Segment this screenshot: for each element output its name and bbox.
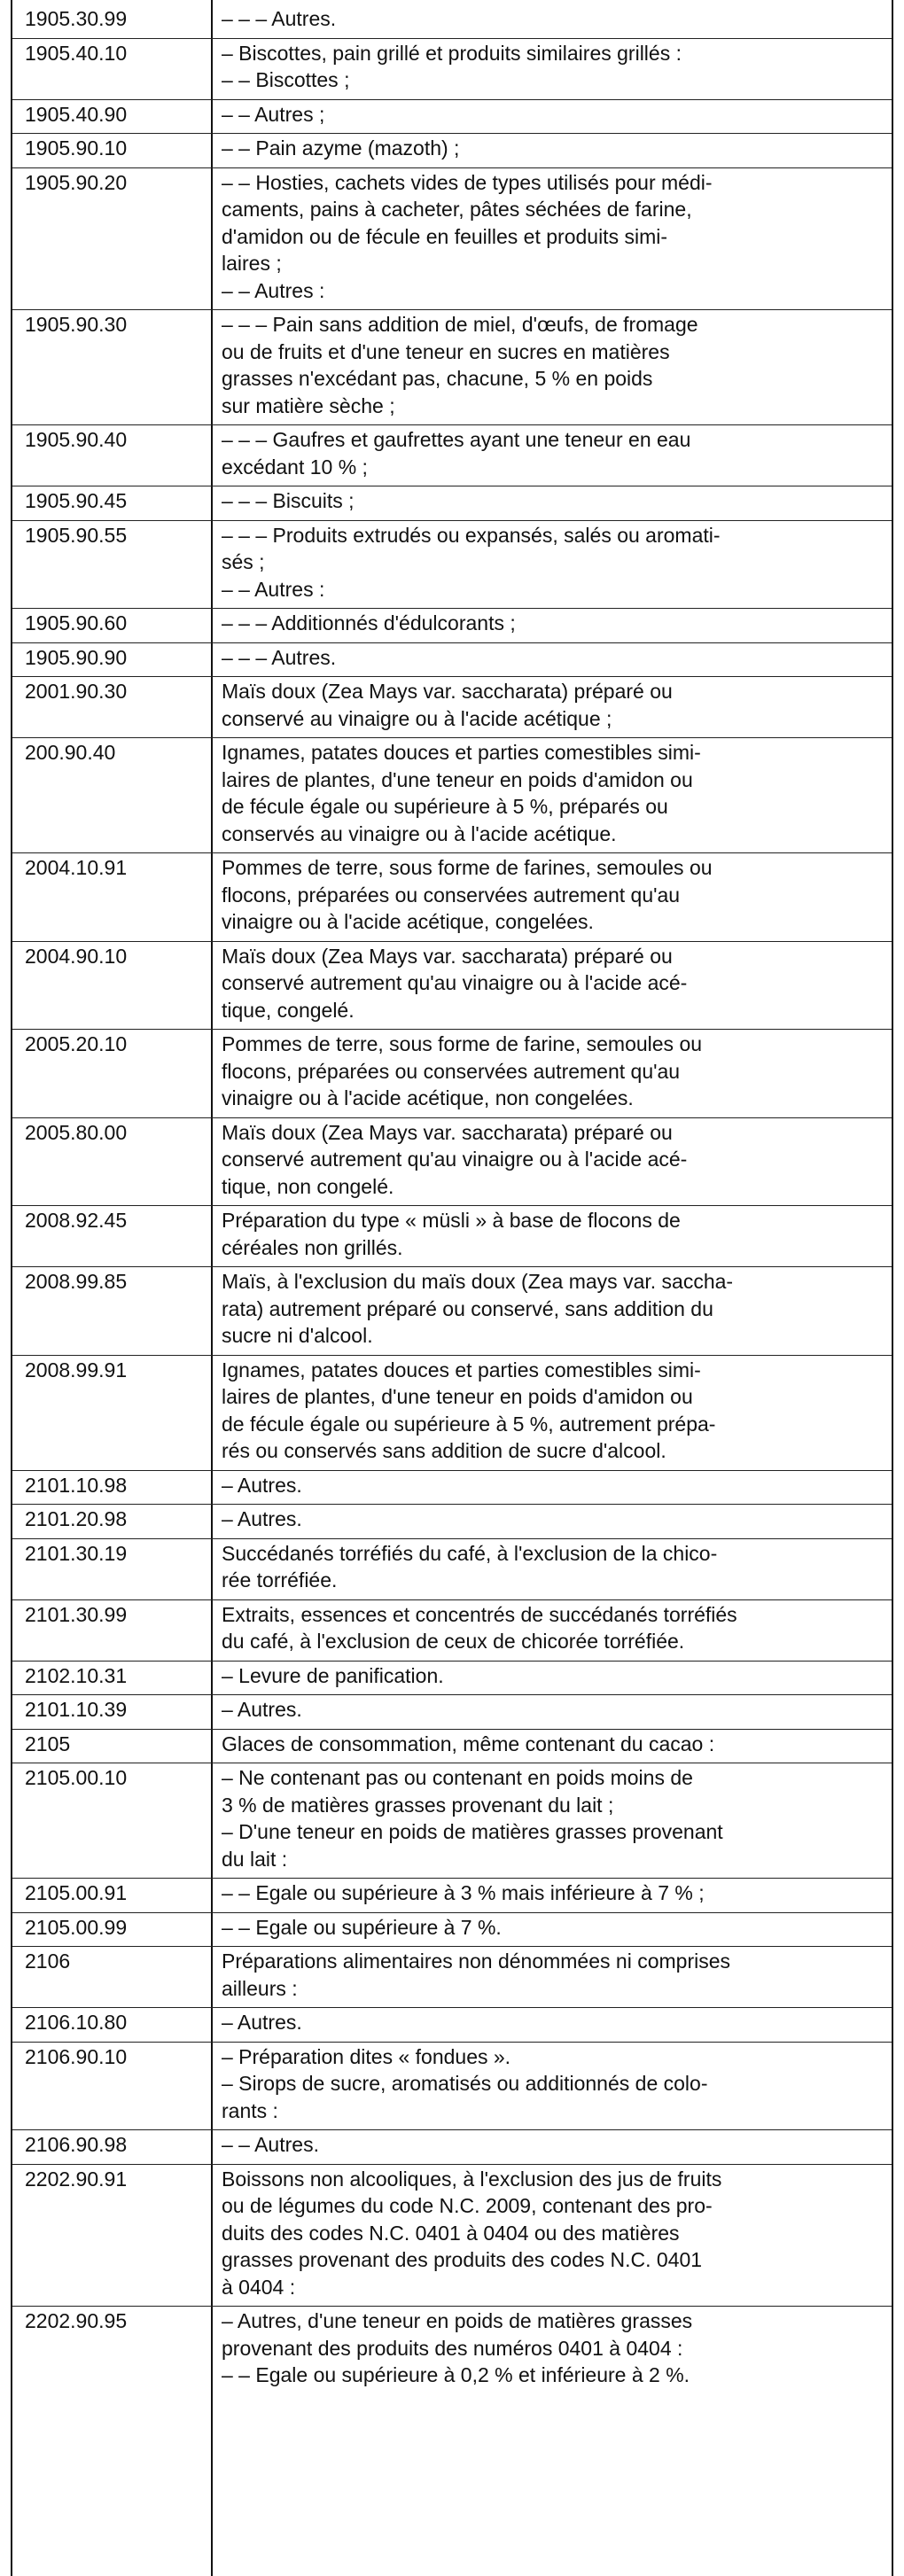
table-row [12,2306,892,2394]
table-row [12,1694,892,1730]
tariff-code: 2102.10.31 [25,1663,128,1687]
tariff-code: 2005.20.10 [25,1032,128,1055]
tariff-code: 2101.10.39 [25,1698,128,1721]
description-line: sucre ni d'alcool. [222,1324,373,1347]
description-line: – – Autres : [222,278,325,302]
table-row [12,1538,892,1600]
description-line: ou de légumes du code N.C. 2009, contenant des pro- [222,2194,713,2217]
description-line: Préparation du type « müsli » à base de flocons de [222,1209,681,1232]
tariff-code: 1905.90.40 [25,428,128,451]
table-row [12,4,892,39]
tariff-code: 2202.90.91 [25,2167,128,2191]
table-row [12,941,892,1031]
description-line: rés ou conservés sans addition de sucre d'alcool. [222,1439,666,1462]
table-row [12,1117,892,1207]
tariff-code: 200.90.40 [25,741,116,764]
table-row [12,2007,892,2043]
table-row [12,1878,892,1913]
description-line: – – – Autres. [222,645,337,669]
description-line: rée torréfiée. [222,1568,338,1592]
description-line: – – Pain azyme (mazoth) ; [222,136,460,160]
description-line: duits des codes N.C. 0401 à 0404 ou des matières [222,2221,680,2245]
tariff-code: 2101.10.98 [25,1473,128,1497]
tariff-code: 2008.99.91 [25,1358,128,1381]
description-line: céréales non grillés. [222,1235,403,1259]
tariff-code: 2105.00.99 [25,1915,128,1939]
description-line: laires de plantes, d'une teneur en poids d'amidon ou [222,767,693,791]
description-line: – – – Biscuits ; [222,489,355,512]
description-line: Préparations alimentaires non dénommées ni comprises [222,1950,731,1973]
tariff-code: 1905.90.20 [25,170,128,194]
table-row [12,1029,892,1118]
description-line: – – Egale ou supérieure à 3 % mais inférieure à 7 % ; [222,1881,705,1904]
table-row [12,1205,892,1267]
table-row [12,1599,892,1662]
description-line: laires ; [222,252,282,275]
description-line: – Préparation dites « fondues ». [222,2044,511,2068]
description-line: Pommes de terre, sous forme de farine, semoules ou [222,1032,703,1055]
table-row [12,1763,892,1879]
description-line: vinaigre ou à l'acide acétique, congelées. [222,910,594,933]
description-line: – – Biscottes ; [222,68,350,91]
tariff-code: 2008.99.85 [25,1270,128,1293]
description-line: d'amidon ou de fécule en feuilles et produits simi- [222,224,668,248]
tariff-table [11,0,893,2576]
description-line: Maïs doux (Zea Mays var. saccharata) préparé ou [222,944,673,968]
description-line: sés ; [222,550,265,573]
tariff-code: 2005.80.00 [25,1120,128,1144]
description-line: grasses provenant des produits des codes N.C. 0401 [222,2248,703,2271]
description-line: grasses n'excédant pas, chacune, 5 % en poids [222,367,653,390]
description-line: – – – Autres. [222,7,337,30]
description-line: – – Egale ou supérieure à 7 %. [222,1915,502,1939]
description-line: – Levure de panification. [222,1663,444,1687]
table-row [12,309,892,425]
description-line: conservé autrement qu'au vinaigre ou à l'acide acé- [222,971,688,994]
tariff-code: 2106.90.98 [25,2133,128,2156]
table-row [12,424,892,486]
description-line: – – – Produits extrudés ou expansés, salés ou aromati- [222,523,721,547]
tariff-code: 1905.90.45 [25,489,128,512]
table-row [12,486,892,521]
description-line: provenant des produits des numéros 0401 à 0404 : [222,2336,683,2360]
description-line: – – Autres. [222,2133,319,2156]
description-line: – – Autres : [222,577,325,601]
table-row [12,1504,892,1539]
tariff-code: 2106.90.10 [25,2044,128,2068]
description-line: – – – Gaufres et gaufrettes ayant une teneur en eau [222,428,691,451]
description-line: – Biscottes, pain grillé et produits similaires grillés : [222,41,682,65]
description-line: flocons, préparées ou conservées autrement qu'au [222,1059,681,1083]
tariff-code: 2001.90.30 [25,680,128,703]
table-row [12,2129,892,2165]
description-line: du café, à l'exclusion de ceux de chicorée torréfiée. [222,1630,685,1653]
description-line: – Autres. [222,1507,302,1530]
description-line: – – Egale ou supérieure à 0,2 % et inférieure à 2 %. [222,2363,690,2386]
description-line: rata) autrement préparé ou conservé, sans addition du [222,1296,713,1320]
tariff-code: 1905.90.30 [25,313,128,336]
description-line: caments, pains à cacheter, pâtes séchées de farine, [222,198,692,221]
description-line: Extraits, essences et concentrés de succédanés torréfiés [222,1602,737,1626]
description-line: – Sirops de sucre, aromatisés ou additionnés de colo- [222,2072,708,2095]
tariff-code: 2105.00.91 [25,1881,128,1904]
description-line: – – – Additionnés d'édulcorants ; [222,611,516,634]
description-line: de fécule égale ou supérieure à 5 %, préparés ou [222,795,668,818]
table-row [12,2042,892,2131]
tariff-code: 1905.40.10 [25,41,128,65]
description-line: – – Autres ; [222,102,325,126]
tariff-code: 2106 [25,1950,71,1973]
tariff-code: 2101.30.19 [25,1541,128,1565]
description-line: vinaigre ou à l'acide acétique, non congelées. [222,1086,634,1109]
description-line: Glaces de consommation, même contenant du cacao : [222,1732,715,1755]
description-line: tique, non congelé. [222,1174,394,1198]
tariff-code: 2101.20.98 [25,1507,128,1530]
description-line: sur matière sèche ; [222,393,395,417]
description-line: 3 % de matières grasses provenant du lait ; [222,1793,614,1817]
description-line: Pommes de terre, sous forme de farines, semoules ou [222,856,713,879]
tariff-code: 2105 [25,1732,71,1755]
tariff-code: 2008.92.45 [25,1209,128,1232]
description-line: ou de fruits et d'une teneur en sucres en matières [222,339,670,363]
tariff-code: 2004.90.10 [25,944,128,968]
description-line: conservés au vinaigre ou à l'acide acétique. [222,821,617,845]
table-row [12,1355,892,1471]
description-line: Ignames, patates douces et parties comestibles simi- [222,741,701,764]
description-line: – Autres. [222,1698,302,1721]
description-line: laires de plantes, d'une teneur en poids d'amidon ou [222,1385,693,1408]
table-row [12,1661,892,1696]
table-row [12,167,892,311]
tariff-code: 1905.30.99 [25,7,128,30]
table-row [12,608,892,643]
description-line: flocons, préparées ou conservées autrement qu'au [222,883,681,907]
description-line: – – Hosties, cachets vides de types utilisés pour médi- [222,170,713,194]
table-row [12,133,892,168]
table-row [12,642,892,678]
table-row [12,1912,892,1948]
description-line: du lait : [222,1847,288,1871]
description-line: Maïs doux (Zea Mays var. saccharata) préparé ou [222,680,673,703]
tariff-code: 2105.00.10 [25,1766,128,1789]
tariff-code: 2101.30.99 [25,1602,128,1626]
description-line: ailleurs : [222,1976,298,2000]
tariff-code: 1905.40.90 [25,102,128,126]
table-row [12,1729,892,1764]
description-line: de fécule égale ou supérieure à 5 %, autrement prépa- [222,1412,716,1436]
description-line: Succédanés torréfiés du café, à l'exclusion de la chico- [222,1541,718,1565]
description-line: Maïs, à l'exclusion du maïs doux (Zea mays var. saccha- [222,1270,734,1293]
description-line: Maïs doux (Zea Mays var. saccharata) préparé ou [222,1120,673,1144]
tariff-code: 2106.10.80 [25,2011,128,2034]
description-line: excédant 10 % ; [222,455,368,479]
table-row [12,852,892,942]
table-row [12,1266,892,1356]
table-row [12,1470,892,1506]
table-row [12,737,892,853]
tariff-code: 1905.90.60 [25,611,128,634]
description-line: à 0404 : [222,2275,296,2299]
description-line: conservé au vinaigre ou à l'acide acétique ; [222,706,612,730]
description-line: Ignames, patates douces et parties comestibles simi- [222,1358,701,1381]
tariff-code: 1905.90.10 [25,136,128,160]
tariff-code: 1905.90.55 [25,523,128,547]
description-line: conservé autrement qu'au vinaigre ou à l'acide acé- [222,1148,688,1171]
table-row [12,1946,892,2008]
tariff-code: 1905.90.90 [25,645,128,669]
tariff-code: 2202.90.95 [25,2309,128,2332]
table-row [12,38,892,100]
description-line: tique, congelé. [222,998,355,1022]
description-line: – Autres, d'une teneur en poids de matières grasses [222,2309,693,2332]
table-row [12,2164,892,2308]
table-row [12,99,892,135]
description-line: Boissons non alcooliques, à l'exclusion des jus de fruits [222,2167,722,2191]
description-line: rants : [222,2098,278,2122]
table-row [12,520,892,610]
description-line: – – – Pain sans addition de miel, d'œufs, de fromage [222,313,698,336]
table-row [12,676,892,738]
tariff-code: 2004.10.91 [25,856,128,879]
description-line: – D'une teneur en poids de matières grasses provenant [222,1820,723,1843]
description-line: – Autres. [222,1473,302,1497]
description-line: – Ne contenant pas ou contenant en poids moins de [222,1766,693,1789]
description-line: – Autres. [222,2011,302,2034]
